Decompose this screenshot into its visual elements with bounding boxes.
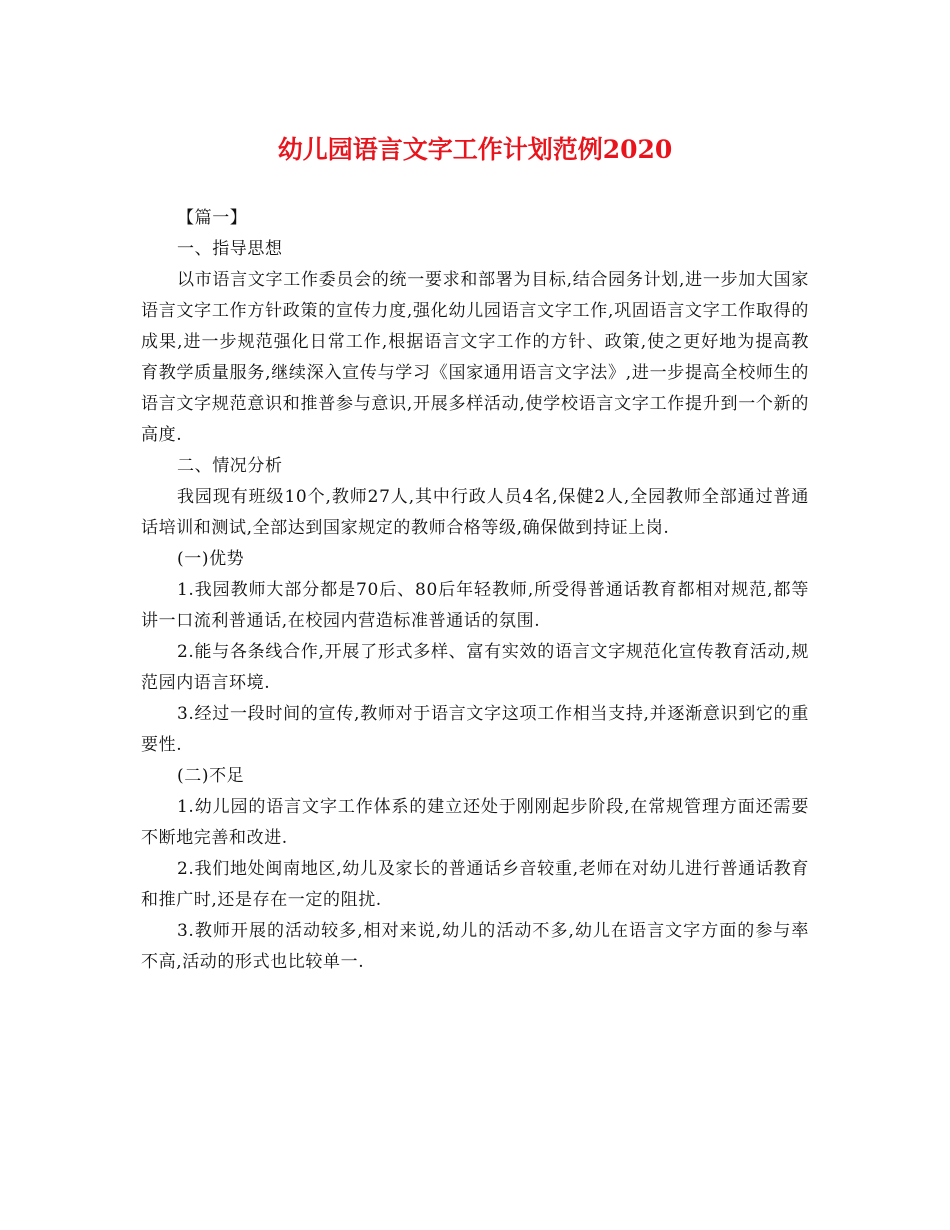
- paragraph-situation: 我园现有班级10个,教师27人,其中行政人员4名,保健2人,全园教师全部通过普通话培训和测试,全部达到国家规定的教师合格等级,确保做到持证上岗.: [141, 487, 809, 538]
- subheading-advantages: (一)优势: [177, 549, 245, 569]
- shortcoming-item-1: 1.幼儿园的语言文字工作体系的建立还处于刚刚起步阶段,在常规管理方面还需要不断地完善和改进.: [141, 797, 809, 848]
- subheading-shortcomings: (二)不足: [177, 766, 245, 786]
- document-body: [141, 203, 809, 978]
- advantage-item-3: 3.经过一段时间的宣传,教师对于语言文字这项工作相当支持,并逐渐意识到它的重要性.: [141, 704, 809, 755]
- shortcoming-item-2: 2.我们地处闽南地区,幼儿及家长的普通话乡音较重,老师在对幼儿进行普通话教育和推广时,还是存在一定的阻扰.: [141, 859, 809, 910]
- section-label: 【篇一】: [177, 208, 248, 228]
- shortcoming-item-3: 3.教师开展的活动较多,相对来说,幼儿的活动不多,幼儿在语言文字方面的参与率不高,活动的形式也比较单一.: [141, 921, 809, 972]
- document-title: 幼儿园语言文字工作计划范例2020: [277, 135, 673, 164]
- advantage-item-2: 2.能与各条线合作,开展了形式多样、富有实效的语言文字规范化宣传教育活动,规范园内语言环境.: [141, 642, 809, 693]
- heading-guiding-ideology: 一、指导思想: [177, 239, 283, 259]
- paragraph-guiding-ideology: 以市语言文字工作委员会的统一要求和部署为目标,结合园务计划,进一步加大国家语言文字工作方针政策的宣传力度,强化幼儿园语言文字工作,巩固语言文字工作取得的成果,进一步规范强化日常工作,根据语言文字工作的方针、政策,使之更好地为提高教育教学质量服务,继续深入宣传与学习《国家通用语言文字法》,进一步提高全校师生的语言文字规范意识和推普参与意识,开展多样活动,使学校语言文字工作提升到一个新的高度.: [141, 270, 810, 445]
- heading-situation-analysis: 二、情况分析: [177, 456, 283, 476]
- advantage-item-1: 1.我园教师大部分都是70后、80后年轻教师,所受得普通话教育都相对规范,都等讲一口流利普通话,在校园内营造标准普通话的氛围.: [141, 580, 809, 631]
